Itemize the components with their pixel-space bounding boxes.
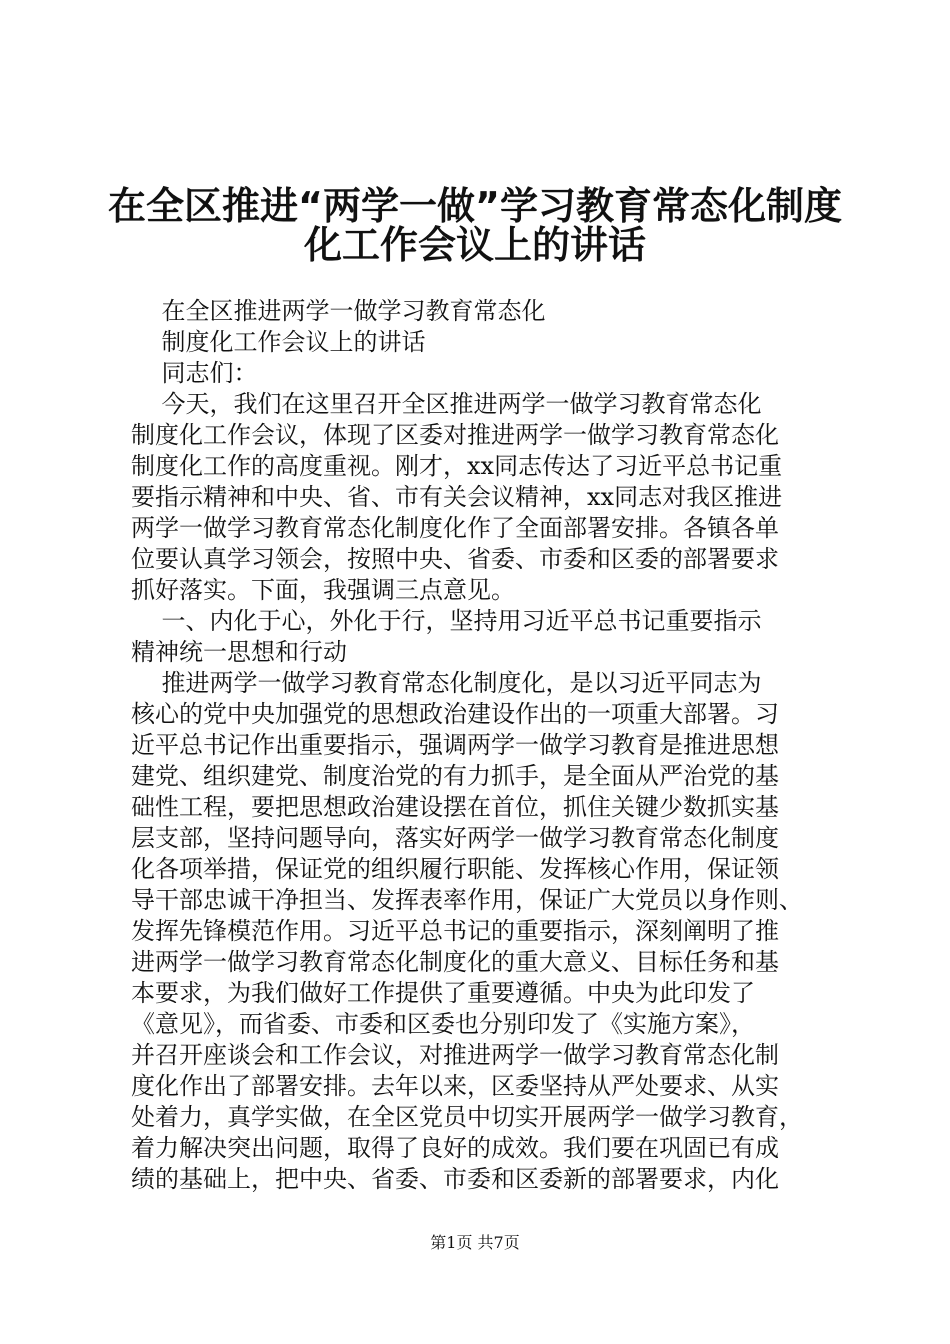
body-line: 本要求，为我们做好工作提供了重要遵循。中央为此印发了: [131, 979, 755, 1007]
body-line: 导干部忠诚干净担当、发挥表率作用，保证广大党员以身作则、: [131, 886, 803, 914]
body-line: 同志们：: [131, 359, 258, 387]
body-line: 两学一做学习教育常态化制度化作了全面部署安排。各镇各单: [131, 514, 779, 542]
page-footer: 第1页 共7页: [430, 1233, 520, 1252]
body-line: 在全区推进两学一做学习教育常态化: [131, 297, 546, 325]
body-line: 制度化工作会议，体现了区委对推进两学一做学习教育常态化: [131, 421, 779, 449]
body-line: 《意见》，而省委、市委和区委也分别印发了《实施方案》，: [131, 1010, 755, 1038]
body-line: 建党、组织建党、制度治党的有力抓手，是全面从严治党的基: [131, 762, 779, 790]
body-line: 础性工程，要把思想政治建设摆在首位，抓住关键少数抓实基: [131, 793, 779, 821]
body-line: 制度化工作的高度重视。刚才，xx同志传达了习近平总书记重: [131, 452, 783, 480]
body-line: 并召开座谈会和工作会议，对推进两学一做学习教育常态化制: [131, 1041, 779, 1069]
body-line: 核心的党中央加强党的思想政治建设作出的一项重大部署。习: [131, 700, 779, 728]
body-line: 要指示精神和中央、省、市有关会议精神，xx同志对我区推进: [131, 483, 783, 511]
body-line: 推进两学一做学习教育常态化制度化，是以习近平同志为: [131, 669, 762, 697]
body-line: 今天，我们在这里召开全区推进两学一做学习教育常态化: [131, 390, 762, 418]
body-line: 绩的基础上，把中央、省委、市委和区委新的部署要求，内化: [131, 1165, 779, 1193]
body-line: 制度化工作会议上的讲话: [131, 328, 426, 356]
body-line: 化各项举措，保证党的组织履行职能、发挥核心作用，保证领: [131, 855, 779, 883]
body-line: 发挥先锋模范作用。习近平总书记的重要指示，深刻阐明了推: [131, 917, 779, 945]
body-line: 抓好落实。下面，我强调三点意见。: [131, 576, 515, 604]
body-line: 层支部，坚持问题导向，落实好两学一做学习教育常态化制度: [131, 824, 779, 852]
body-line: 度化作出了部署安排。去年以来，区委坚持从严处要求、从实: [131, 1072, 779, 1100]
document-title-line-2: 化工作会议上的讲话: [303, 223, 646, 267]
body-line: 近平总书记作出重要指示，强调两学一做学习教育是推进思想: [131, 731, 779, 759]
body-line: 位要认真学习领会，按照中央、省委、市委和区委的部署要求: [131, 545, 779, 573]
document-body: [131, 296, 831, 1195]
body-line: 着力解决突出问题，取得了良好的成效。我们要在巩固已有成: [131, 1134, 779, 1162]
body-line: 处着力，真学实做，在全区党员中切实开展两学一做学习教育，: [131, 1103, 803, 1131]
body-line: 一、内化于心，外化于行，坚持用习近平总书记重要指示: [131, 607, 762, 635]
document-title-line-1: 在全区推进“两学一做”学习教育常态化制度: [108, 184, 842, 228]
body-line: 精神统一思想和行动: [131, 638, 347, 666]
body-line: 进两学一做学习教育常态化制度化的重大意义、目标任务和基: [131, 948, 779, 976]
